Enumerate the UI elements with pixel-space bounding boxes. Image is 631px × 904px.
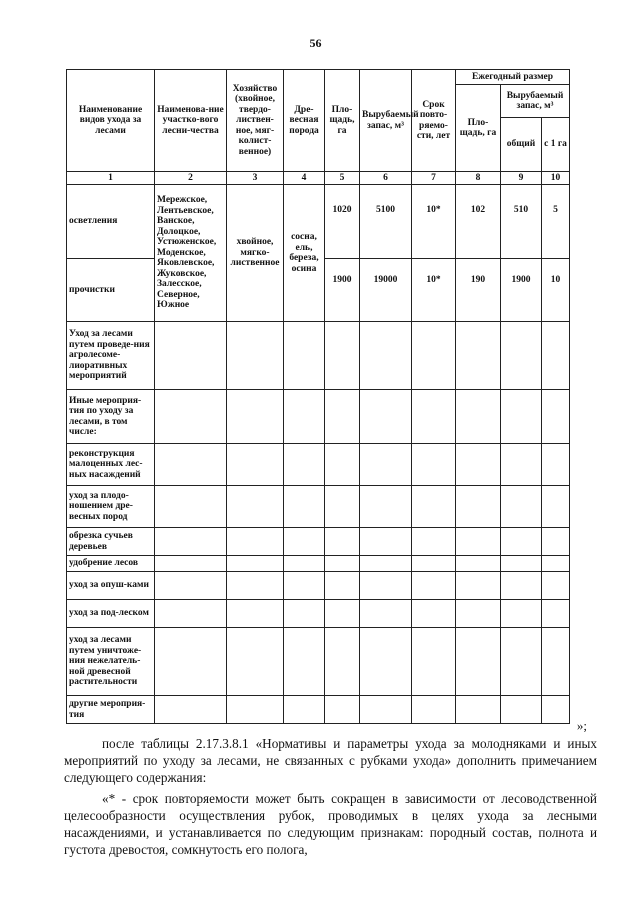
column-number: 4 <box>284 172 325 185</box>
stock-cell: 5100 <box>360 185 412 259</box>
column-number: 1 <box>67 172 155 185</box>
header-cut-stock: Вырубаемый запас, м³ <box>360 70 412 172</box>
annual-area-cell: 102 <box>456 185 501 259</box>
row-name: Иные мероприя-тия по уходу за лесами, в том числе: <box>67 390 155 444</box>
area-cell: 1900 <box>325 259 360 322</box>
column-number: 6 <box>360 172 412 185</box>
table-row <box>67 390 570 444</box>
paragraph-amendment: после таблицы 2.17.3.8.1 «Нормативы и параметры ухода за молодняками и иных мероприятий по уходу за лесами, не связанных с рубками ухода» дополнить примечанием следующего содержания: <box>64 736 597 785</box>
row-name: реконструкция малоценных лес-ных насаждений <box>67 444 155 486</box>
table-row <box>67 322 570 390</box>
header-species: Дре-весная порода <box>284 70 325 172</box>
page-number: 56 <box>309 36 322 50</box>
row-name: уход за опуш-ками <box>67 572 155 600</box>
header-area: Пло-щадь, га <box>325 70 360 172</box>
species-cell: сосна, ель, береза, осина <box>284 185 325 322</box>
table-row <box>67 556 570 572</box>
per-ha-cell: 5 <box>542 185 570 259</box>
closing-quote: »; <box>576 718 587 733</box>
header-total: общий <box>501 118 542 172</box>
column-number: 8 <box>456 172 501 185</box>
table-row <box>67 600 570 628</box>
table-row <box>67 572 570 600</box>
column-number: 10 <box>542 172 570 185</box>
per-ha-cell: 10 <box>542 259 570 322</box>
annual-total-cell: 510 <box>501 185 542 259</box>
column-number: 3 <box>227 172 284 185</box>
column-number: 5 <box>325 172 360 185</box>
row-name: осветления <box>67 185 155 259</box>
table-row <box>67 628 570 696</box>
header-care-type: Наименование видов ухода за лесами <box>67 70 155 172</box>
header-period: Срок повто-ряемо-сти, лет <box>412 70 456 172</box>
row-name: обрезка сучьев деревьев <box>67 528 155 556</box>
row-name: другие мероприя-тия <box>67 696 155 724</box>
column-number: 9 <box>501 172 542 185</box>
annual-total-cell: 1900 <box>501 259 542 322</box>
column-number: 7 <box>412 172 456 185</box>
annual-area-cell: 190 <box>456 259 501 322</box>
table-row <box>67 528 570 556</box>
stock-cell: 19000 <box>360 259 412 322</box>
table-row <box>67 444 570 486</box>
forestry-list: Мережское, Лентьевское, Ванское, Долоцкое, Устюженское, Моденское, Яковлевское, Жуковское, Залесское, Северное, Южное <box>155 185 227 322</box>
table-row <box>67 696 570 724</box>
area-cell: 1020 <box>325 185 360 259</box>
header-per-ha: с 1 га <box>542 118 570 172</box>
column-numbers-row <box>67 172 570 185</box>
period-cell: 10* <box>412 259 456 322</box>
row-name: Уход за лесами путем проведе-ния агролесоме-лиоративных мероприятий <box>67 322 155 390</box>
table-row <box>67 486 570 528</box>
row-name: удобрение лесов <box>67 556 155 572</box>
row-name: уход за плодо-ношением дре-весных пород <box>67 486 155 528</box>
header-household: Хозяйство (хвойное, твердо-листвен-ное, мяг-колист-венное) <box>227 70 284 172</box>
period-cell: 10* <box>412 185 456 259</box>
forest-care-table <box>66 69 570 724</box>
row-name: уход за лесами путем уничтоже-ния нежелатель-ной древесной растительности <box>67 628 155 696</box>
row-name: прочистки <box>67 259 155 322</box>
header-annual-area: Пло-щадь, га <box>456 85 501 172</box>
header-annual-cut-stock: Вырубаемый запас, м³ <box>501 85 570 118</box>
column-number: 2 <box>155 172 227 185</box>
header-annual-size: Ежегодный размер <box>456 70 570 85</box>
paragraph-footnote: «* - срок повторяемости может быть сокращен в зависимости от лесоводственной целесообразности осуществления рубок, проводимых в целях ухода за лесными насаждениями, и устанавливается по следующим признакам: породный состав, полнота и густота древостоя, сомкнутость его полога, <box>64 791 597 857</box>
table-row <box>67 185 570 259</box>
row-name: уход за под-леском <box>67 600 155 628</box>
household-cell: хвойное, мягко-лиственное <box>227 185 284 322</box>
header-forestry: Наименова-ние участко-вого лесни-чества <box>155 70 227 172</box>
